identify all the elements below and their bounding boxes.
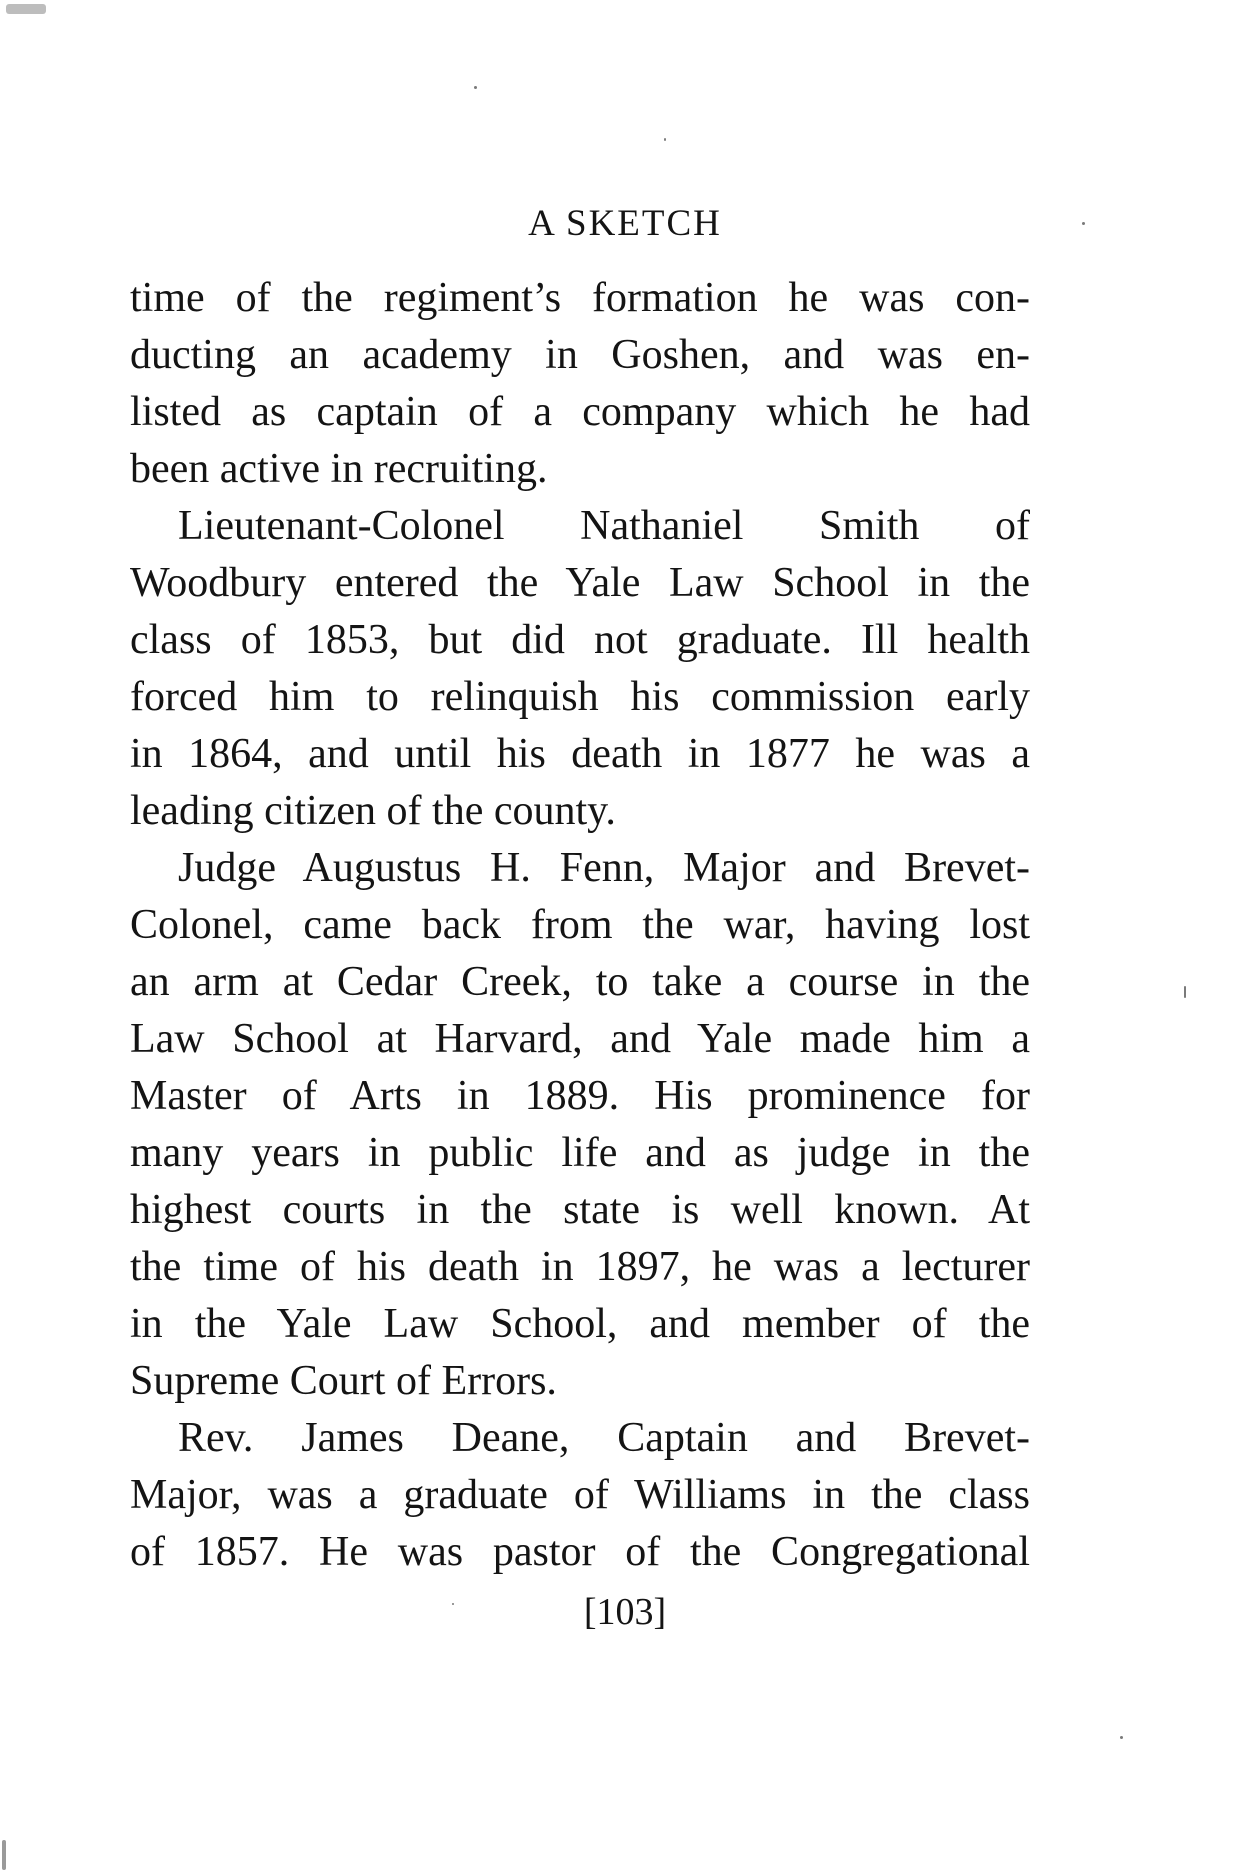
text-line: been active in recruiting. (130, 446, 548, 492)
text-line: Master of Arts in 1889. His prominence for (130, 1073, 1030, 1119)
text-line: highest courts in the state is well known. At (130, 1187, 1030, 1233)
text-line: Lieutenant-Colonel Nathaniel Smith of (178, 503, 1030, 549)
body-text (130, 270, 1030, 1581)
text-line: the time of his death in 1897, he was a lecturer (130, 1244, 1030, 1290)
text-line: Supreme Court of Errors. (130, 1358, 557, 1404)
scan-speck (1120, 1736, 1123, 1739)
text-line: Major, was a graduate of Williams in the class (130, 1472, 1030, 1518)
scan-speck (1184, 986, 1186, 998)
text-line: in 1864, and until his death in 1877 he was a (130, 731, 1030, 777)
text-line: Colonel, came back from the war, having lost (130, 902, 1030, 948)
text-line: Rev. James Deane, Captain and Brevet- (178, 1415, 1030, 1461)
running-head: A SKETCH (528, 203, 722, 244)
scan-speck (474, 86, 477, 89)
text-line: Judge Augustus H. Fenn, Major and Brevet- (178, 845, 1030, 891)
text-line: an arm at Cedar Creek, to take a course in the (130, 959, 1030, 1005)
scan-speck (2, 1840, 6, 1870)
text-line: leading citizen of the county. (130, 788, 616, 834)
scan-speck (1082, 222, 1085, 225)
text-line: ducting an academy in Goshen, and was en- (130, 332, 1030, 378)
scan-speck (6, 4, 46, 14)
scan-speck (452, 1603, 454, 1605)
page-number: [103] (583, 1591, 667, 1633)
text-line: Law School at Harvard, and Yale made him a (130, 1016, 1030, 1062)
text-line: listed as captain of a company which he had (130, 389, 1030, 435)
paragraph (130, 498, 1030, 840)
paragraph (130, 270, 1030, 498)
paragraph (130, 840, 1030, 1410)
text-line: of 1857. He was pastor of the Congregational (130, 1529, 1030, 1575)
scan-speck (664, 138, 666, 141)
text-line: in the Yale Law School, and member of the (130, 1301, 1030, 1347)
text-line: forced him to relinquish his commission early (130, 674, 1030, 720)
text-line: Woodbury entered the Yale Law School in the (130, 560, 1030, 606)
text-line: class of 1853, but did not graduate. Ill health (130, 617, 1030, 663)
text-line: many years in public life and as judge in the (130, 1130, 1030, 1176)
paragraph (130, 1410, 1030, 1581)
text-line: time of the regiment’s formation he was con- (130, 275, 1030, 321)
